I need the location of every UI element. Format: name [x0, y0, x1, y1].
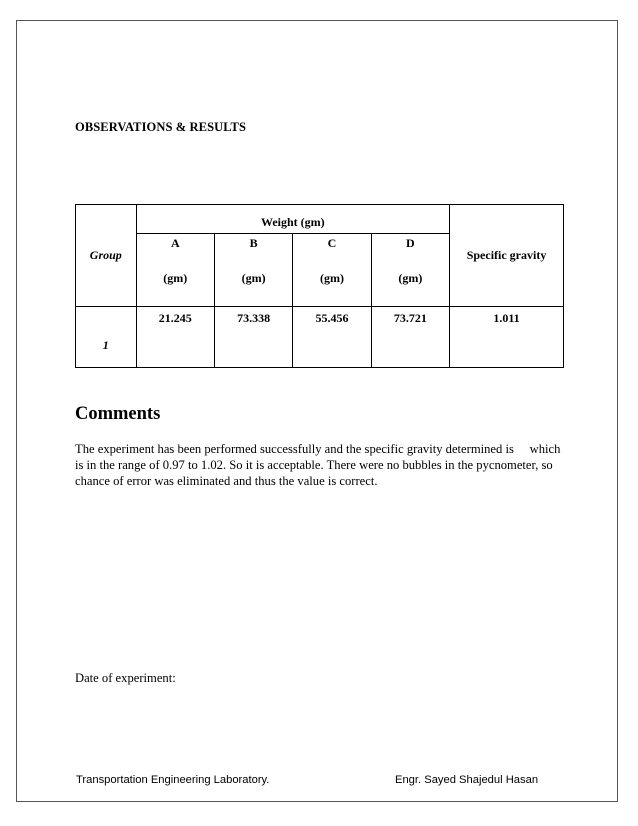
footer-lab-name: Transportation Engineering Laboratory.	[76, 774, 270, 786]
weight-a-value: 21.245	[136, 307, 214, 368]
comments-line: is in the range of 0.97 to 1.02. So it is acceptable. There were no bubbles in the pycnometer, so	[75, 458, 553, 472]
column-unit: (gm)	[163, 271, 188, 285]
comments-title: Comments	[75, 404, 161, 424]
specific-gravity-header: Specific gravity	[450, 205, 564, 307]
column-letter: C	[327, 236, 337, 250]
column-header-a	[136, 234, 214, 307]
results-table	[75, 204, 564, 368]
column-letter: D	[406, 236, 415, 250]
column-unit: (gm)	[398, 271, 423, 285]
column-header-d	[371, 234, 449, 307]
column-letter: A	[170, 236, 180, 250]
section-heading: OBSERVATIONS & RESULTS	[75, 120, 247, 134]
column-header-b	[214, 234, 292, 307]
column-unit: (gm)	[319, 271, 344, 285]
column-header-c	[293, 234, 371, 307]
comments-line: The experiment has been performed successfully and the specific gravity determined is which	[75, 442, 561, 456]
table-row	[76, 307, 564, 368]
comments-body	[75, 441, 575, 489]
weight-d-value: 73.721	[371, 307, 449, 368]
comments-line: chance of error was eliminated and thus the value is correct.	[75, 474, 378, 488]
group-number: 1	[76, 307, 137, 368]
weight-c-value: 55.456	[293, 307, 371, 368]
weight-header: Weight (gm)	[136, 205, 449, 234]
date-of-experiment-label: Date of experiment:	[75, 671, 176, 685]
weight-b-value: 73.338	[214, 307, 292, 368]
specific-gravity-value: 1.011	[450, 307, 564, 368]
column-unit: (gm)	[241, 271, 266, 285]
column-letter: B	[249, 236, 258, 250]
footer-author: Engr. Sayed Shajedul Hasan	[395, 774, 539, 786]
group-header: Group	[76, 205, 137, 307]
